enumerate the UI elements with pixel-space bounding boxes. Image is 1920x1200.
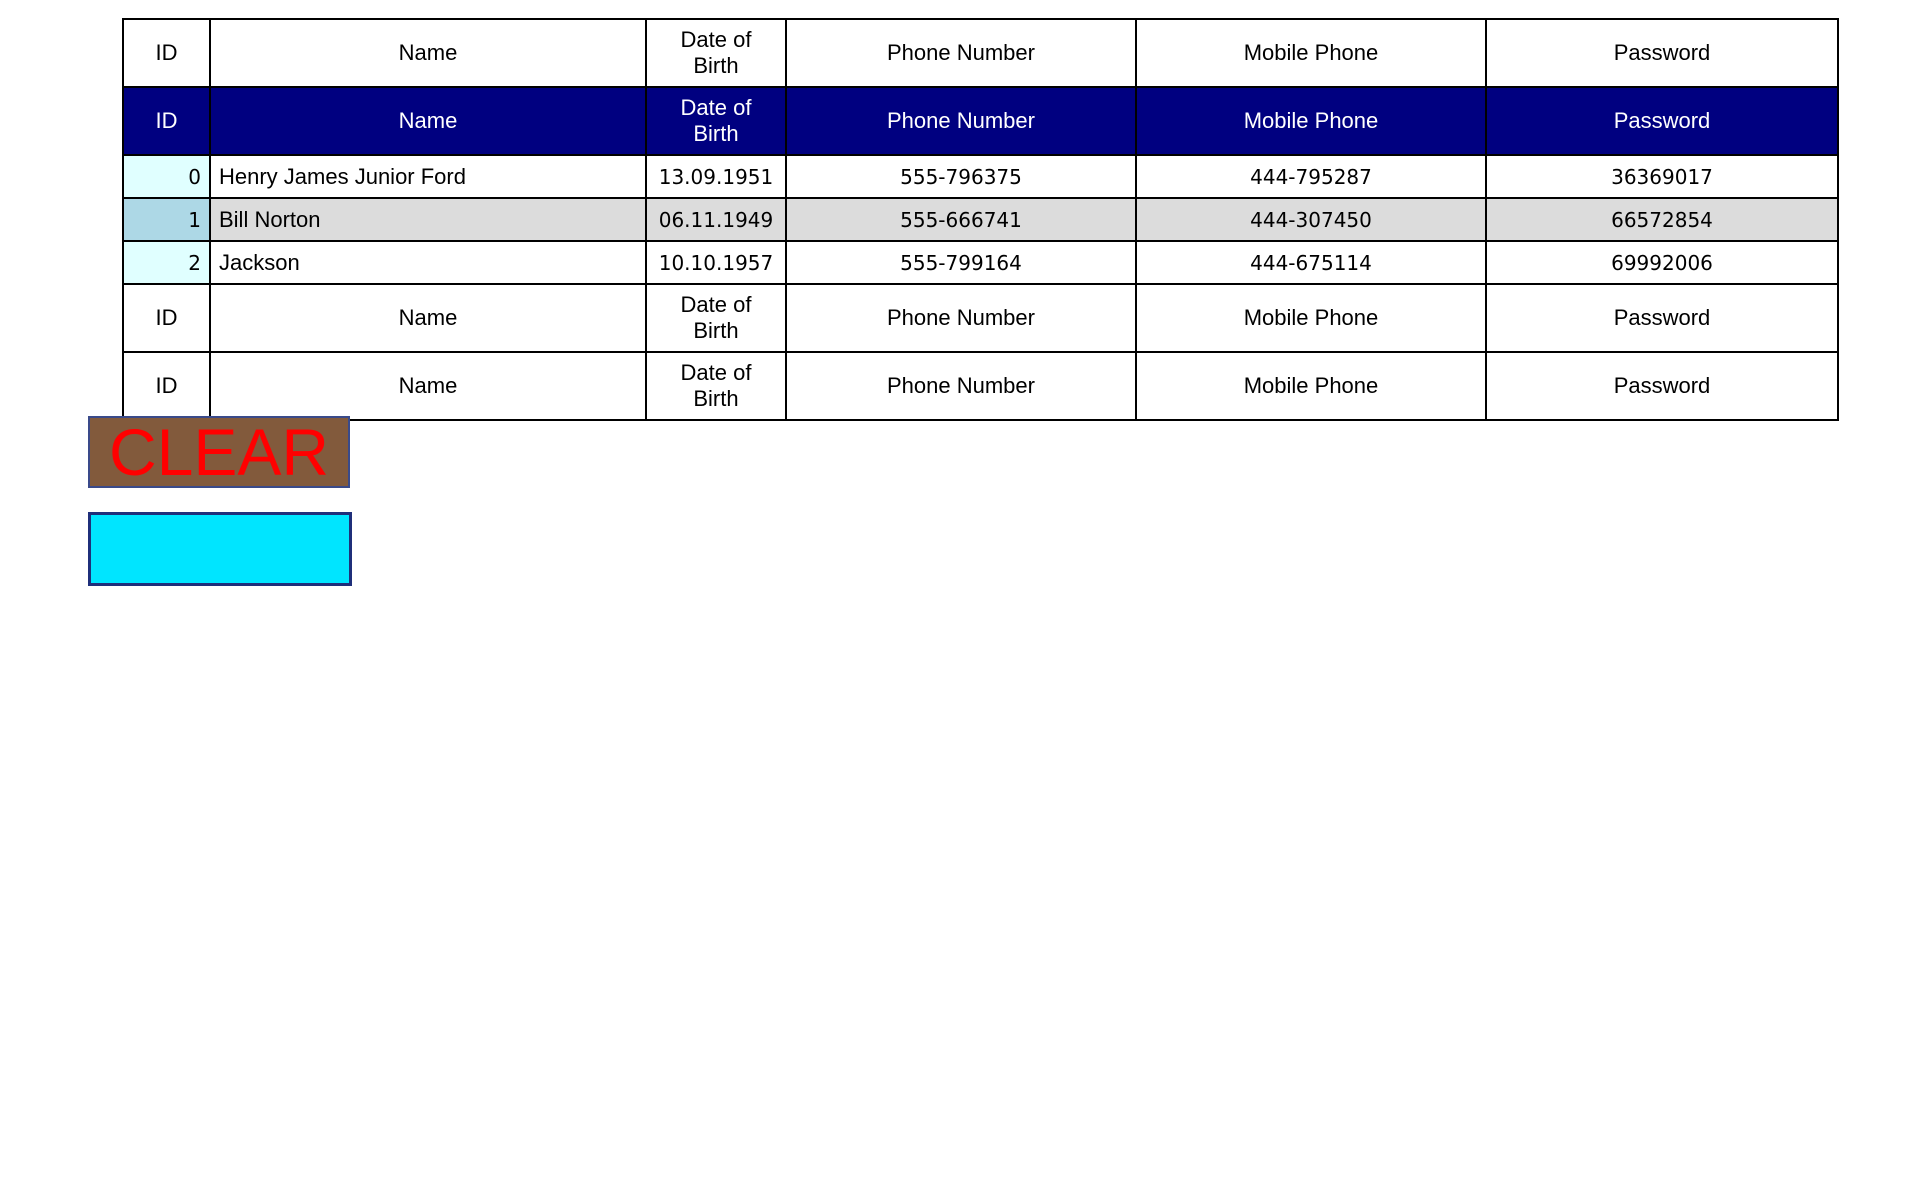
- header-cell-password[interactable]: Password: [1486, 19, 1838, 87]
- cell-phone[interactable]: 555-666741: [786, 198, 1136, 241]
- header-cell-id[interactable]: ID: [123, 87, 210, 155]
- table-row[interactable]: [123, 241, 1838, 284]
- footer-cell-password: Password: [1486, 284, 1838, 352]
- header-cell-id[interactable]: ID: [123, 19, 210, 87]
- cell-phone[interactable]: 555-799164: [786, 241, 1136, 284]
- cell-mobile[interactable]: 444-675114: [1136, 241, 1486, 284]
- cell-password[interactable]: 66572854: [1486, 198, 1838, 241]
- footer-cell-name: Name: [210, 352, 646, 420]
- header-row-highlighted: [123, 87, 1838, 155]
- blank-cyan-button[interactable]: [88, 512, 352, 586]
- data-table: [122, 18, 1839, 421]
- footer-cell-mobile: Mobile Phone: [1136, 284, 1486, 352]
- header-cell-phone[interactable]: Phone Number: [786, 87, 1136, 155]
- footer-cell-phone: Phone Number: [786, 284, 1136, 352]
- footer-row-2: [123, 352, 1838, 420]
- header-cell-name[interactable]: Name: [210, 19, 646, 87]
- cell-name[interactable]: Henry James Junior Ford: [210, 155, 646, 198]
- footer-cell-phone: Phone Number: [786, 352, 1136, 420]
- cell-dob[interactable]: 13.09.1951: [646, 155, 786, 198]
- clear-button[interactable]: CLEAR: [88, 416, 350, 488]
- cell-dob[interactable]: 06.11.1949: [646, 198, 786, 241]
- footer-cell-mobile: Mobile Phone: [1136, 352, 1486, 420]
- cell-mobile[interactable]: 444-307450: [1136, 198, 1486, 241]
- header-cell-name[interactable]: Name: [210, 87, 646, 155]
- table-row[interactable]: [123, 155, 1838, 198]
- header-cell-dob[interactable]: Date of Birth: [646, 19, 786, 87]
- cell-name[interactable]: Bill Norton: [210, 198, 646, 241]
- cell-password[interactable]: 69992006: [1486, 241, 1838, 284]
- cell-id[interactable]: 2: [123, 241, 210, 284]
- header-cell-password[interactable]: Password: [1486, 87, 1838, 155]
- footer-cell-dob: Date of Birth: [646, 284, 786, 352]
- header-cell-phone[interactable]: Phone Number: [786, 19, 1136, 87]
- footer-cell-name: Name: [210, 284, 646, 352]
- header-row-top: [123, 19, 1838, 87]
- header-cell-dob[interactable]: Date of Birth: [646, 87, 786, 155]
- footer-cell-dob: Date of Birth: [646, 352, 786, 420]
- cell-dob[interactable]: 10.10.1957: [646, 241, 786, 284]
- table-row-selected[interactable]: [123, 198, 1838, 241]
- header-cell-mobile[interactable]: Mobile Phone: [1136, 87, 1486, 155]
- footer-cell-id: ID: [123, 352, 210, 420]
- cell-phone[interactable]: 555-796375: [786, 155, 1136, 198]
- footer-row-1: [123, 284, 1838, 352]
- footer-cell-password: Password: [1486, 352, 1838, 420]
- footer-cell-id: ID: [123, 284, 210, 352]
- cell-mobile[interactable]: 444-795287: [1136, 155, 1486, 198]
- cell-password[interactable]: 36369017: [1486, 155, 1838, 198]
- cell-id[interactable]: 0: [123, 155, 210, 198]
- cell-name[interactable]: Jackson: [210, 241, 646, 284]
- cell-id[interactable]: 1: [123, 198, 210, 241]
- header-cell-mobile[interactable]: Mobile Phone: [1136, 19, 1486, 87]
